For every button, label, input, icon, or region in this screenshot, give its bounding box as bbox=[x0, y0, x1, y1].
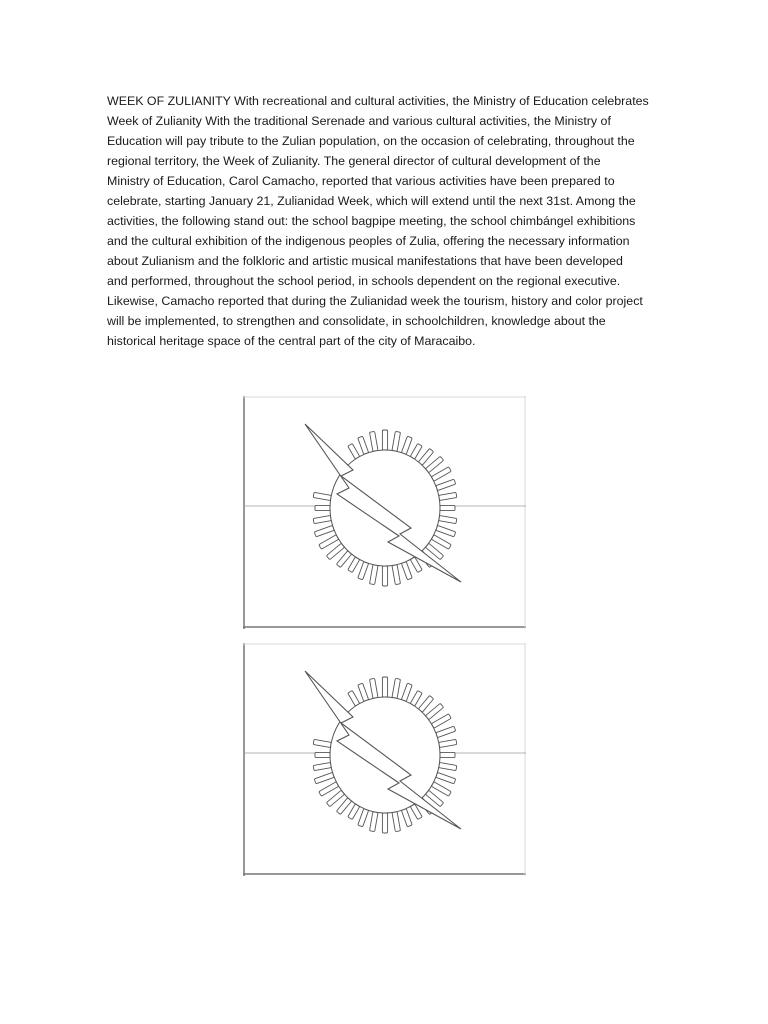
text-line: regional territory, the Week of Zulianity. The general director of cultural development of the bbox=[107, 154, 601, 168]
sun-ray bbox=[348, 443, 360, 459]
zulia-flag-figure-2 bbox=[243, 643, 526, 876]
sun-ray bbox=[436, 479, 456, 490]
zulia-flag-sun-lightning-icon bbox=[243, 643, 526, 876]
sun-ray bbox=[392, 678, 400, 698]
text-line: WEEK OF ZULIANITY With recreational and cultural activities, the Ministry of Education celebrates bbox=[107, 94, 649, 108]
sun-ray bbox=[436, 726, 456, 737]
sun-ray bbox=[315, 752, 330, 757]
text-line: Likewise, Camacho reported that during the Zulianidad week the tourism, history and color project bbox=[107, 294, 643, 308]
article-paragraph bbox=[107, 91, 667, 351]
sun-ray bbox=[370, 431, 378, 451]
sun-ray bbox=[348, 557, 360, 573]
sun-ray bbox=[358, 683, 369, 701]
sun-ray bbox=[336, 551, 351, 568]
sun-ray bbox=[401, 809, 412, 827]
sun-ray bbox=[410, 690, 422, 706]
sun-ray bbox=[392, 565, 400, 585]
sun-ray bbox=[314, 525, 334, 536]
sun-ray bbox=[439, 739, 457, 747]
text-line: Education will pay tribute to the Zulian population, on the occasion of celebrating, throughout the bbox=[107, 134, 635, 148]
text-line: historical heritage space of the central part of the city of Maracaibo. bbox=[107, 334, 476, 348]
sun-ray bbox=[319, 782, 339, 797]
sun-ray bbox=[382, 566, 387, 586]
sun-ray bbox=[401, 683, 412, 701]
sun-ray bbox=[431, 535, 451, 550]
sun-ray bbox=[439, 492, 457, 500]
sun-ray bbox=[313, 739, 331, 747]
sun-ray bbox=[401, 436, 412, 454]
sun-ray bbox=[392, 431, 400, 451]
sun-ray bbox=[401, 562, 412, 580]
text-line: activities, the following stand out: the school bagpipe meeting, the school chimbángel exhibitions bbox=[107, 214, 636, 228]
text-line: and performed, throughout the school period, in schools dependent on the regional executive. bbox=[107, 274, 621, 288]
sun-ray bbox=[436, 525, 456, 536]
sun-ray bbox=[358, 436, 369, 454]
sun-ray bbox=[315, 505, 330, 510]
sun-ray bbox=[439, 763, 457, 771]
sun-ray bbox=[439, 516, 457, 524]
sun-ray bbox=[431, 782, 451, 797]
zulia-flag-sun-lightning-icon bbox=[243, 396, 526, 629]
sun-ray bbox=[382, 813, 387, 833]
sun-ray bbox=[313, 492, 331, 500]
sun-ray bbox=[313, 516, 331, 524]
sun-ray bbox=[418, 695, 433, 712]
text-line: Week of Zulianity With the traditional Serenade and various cultural activities, the Ministry of bbox=[107, 114, 611, 128]
sun-ray bbox=[370, 812, 378, 832]
sun-ray bbox=[358, 809, 369, 827]
sun-ray bbox=[382, 430, 387, 450]
sun-ray bbox=[410, 443, 422, 459]
sun-ray bbox=[392, 812, 400, 832]
sun-ray bbox=[431, 467, 451, 482]
sun-ray bbox=[370, 678, 378, 698]
sun-ray bbox=[313, 763, 331, 771]
sun-ray bbox=[440, 752, 455, 757]
sun-ray bbox=[319, 535, 339, 550]
zulia-flag-figure-1 bbox=[243, 396, 526, 629]
text-line: and the cultural exhibition of the indigenous peoples of Zulia, offering the necessary information bbox=[107, 234, 630, 248]
sun-ray bbox=[358, 562, 369, 580]
sun-ray bbox=[370, 565, 378, 585]
text-line: about Zulianism and the folkloric and artistic musical manifestations that have been developed bbox=[107, 254, 623, 268]
sun-ray bbox=[382, 677, 387, 697]
sun-ray bbox=[431, 714, 451, 729]
sun-ray bbox=[314, 772, 334, 783]
text-line: Ministry of Education, Carol Camacho, reported that various activities have been prepared to bbox=[107, 174, 615, 188]
sun-ray bbox=[348, 690, 360, 706]
sun-ray bbox=[436, 772, 456, 783]
sun-ray bbox=[418, 448, 433, 465]
sun-ray bbox=[440, 505, 455, 510]
text-line: will be implemented, to strengthen and consolidate, in schoolchildren, knowledge about the bbox=[107, 314, 606, 328]
sun-ray bbox=[336, 798, 351, 815]
text-line: celebrate, starting January 21, Zulianidad Week, which will extend until the next 31st. Among the bbox=[107, 194, 636, 208]
sun-ray bbox=[348, 804, 360, 820]
